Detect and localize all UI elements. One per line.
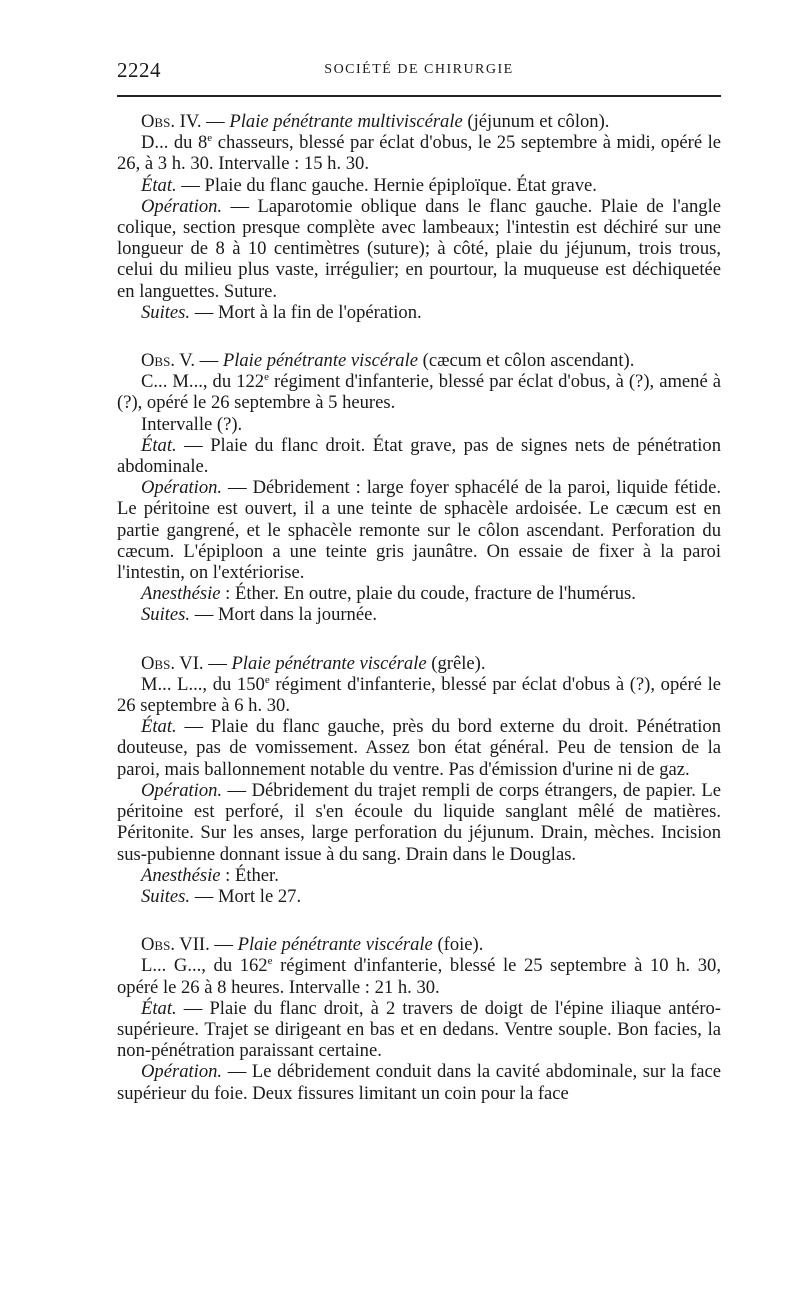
observation-vii [117, 934, 721, 1104]
patient-paragraph: D... du 8e chasseurs, blessé par éclat d'obus, le 25 septembre à midi, opéré le 26, à 3 h. 30. Intervalle : 15 h. 30. [117, 132, 722, 175]
etat-paragraph: État. — Plaie du flanc gauche. Hernie épiploïque. État grave. [141, 174, 597, 196]
etat-paragraph: État. — Plaie du flanc droit. État grave, pas de signes nets de pénétration abdominale. [117, 434, 721, 478]
observation-title: Plaie pénétrante viscérale [231, 652, 427, 674]
observation-heading: Obs. IV. — Plaie pénétrante multiviscérale (jéjunum et côlon). [141, 111, 610, 132]
patient-paragraph: M... L..., du 150e régiment d'infanterie, blessé par éclat d'obus à (?), opéré le 26 septembre à 6 h. 30. [117, 673, 721, 717]
etat-paragraph: État. — Plaie du flanc gauche, près du bord externe du droit. Pénétration douteuse, pas de vomissement. Assez bon état général. Peu de tension de la paroi, mais ballonnement notable du ventre. Pas d'émission d'urine ni de gaz. [117, 716, 721, 780]
operation-paragraph: Opération. — Laparotomie oblique dans le flanc gauche. Plaie de l'angle colique, section presque complète avec lambeaux; l'intestin est déchiré sur une longueur de 8 à 10 centimètres (suture); à côté, plaie du jéjunum, trois trous, celui du milieu plus vaste, irrégulier; en pourtour, la muqueuse est déchiquetée en languettes. Suture. [117, 195, 721, 302]
observation-v [117, 350, 721, 626]
suites-paragraph: Suites. — Mort dans la journée. [141, 604, 378, 626]
etat-paragraph: État. — Plaie du flanc droit, à 2 travers de doigt de l'épine iliaque antéro-supérieure. Trajet se dirigeant en bas et en dedans. Ventre souple. Bon facies, la non-pénétration paraissant certaine. [117, 997, 721, 1062]
body-text [117, 111, 721, 1131]
observation-heading: Obs. VII. — Plaie pénétrante viscérale (foie). [141, 934, 484, 956]
observation-heading: Obs. VI. — Plaie pénétrante viscérale (grêle). [141, 652, 486, 674]
observation-heading: Obs. V. — Plaie pénétrante viscérale (cæcum et côlon ascendant). [141, 350, 635, 372]
suites-paragraph: Suites. — Mort le 27. [141, 885, 302, 907]
page-header [117, 56, 721, 86]
page-number: 2224 [117, 58, 161, 82]
suites-paragraph: Suites. — Mort à la fin de l'opération. [141, 301, 422, 323]
header-rule [117, 95, 721, 97]
operation-paragraph: Opération. — Le débridement conduit dans la cavité abdominale, sur la face supérieur du foie. Deux fissures limitant un coin pour la face [117, 1061, 721, 1104]
operation-paragraph: Opération. — Débridement : large foyer sphacélé de la paroi, liquide fétide. Le péritoine est ouvert, il a une teinte de sphacèle ardoisée. Le cæcum est en partie gangrené, et le sphacèle remonte sur le côlon ascendant. Perforation du cæcum. L'épiploon a une teinte gris jaunâtre. On essaie de fixer à la paroi l'intestin, on l'extériorise. [117, 477, 721, 584]
observation-vi [117, 653, 721, 907]
interval-paragraph: Intervalle (?). [141, 413, 243, 435]
observation-title: Plaie pénétrante multiviscérale [229, 111, 463, 132]
running-head: SOCIÉTÉ DE CHIRURGIE [324, 62, 514, 77]
patient-paragraph: L... G..., du 162e régiment d'infanterie, blessé le 25 septembre à 10 h. 30, opéré le 26 à 8 heures. Intervalle : 21 h. 30. [117, 955, 721, 998]
patient-paragraph: C... M..., du 122e régiment d'infanterie, blessé par éclat d'obus, à (?), amené à (?), opéré le 26 septembre à 5 heures. [117, 371, 722, 414]
observation-title: Plaie pénétrante viscérale [222, 350, 419, 372]
observation-iv [117, 111, 721, 323]
observation-title: Plaie pénétrante viscérale [237, 934, 433, 956]
anesthesie-paragraph: Anesthésie : Éther. En outre, plaie du coude, fracture de l'humérus. [141, 583, 636, 605]
anesthesie-paragraph: Anesthésie : Éther. [141, 864, 279, 886]
operation-paragraph: Opération. — Débridement du trajet rempli de corps étrangers, de papier. Le péritoine est perforé, il s'en écoule du liquide sanglant mêlé de matières. Péritonite. Sur les anses, large perforation du jéjunum. Drain, mèches. Incision sus-pubienne donnant issue à du sang. Drain dans le Douglas. [117, 779, 721, 865]
